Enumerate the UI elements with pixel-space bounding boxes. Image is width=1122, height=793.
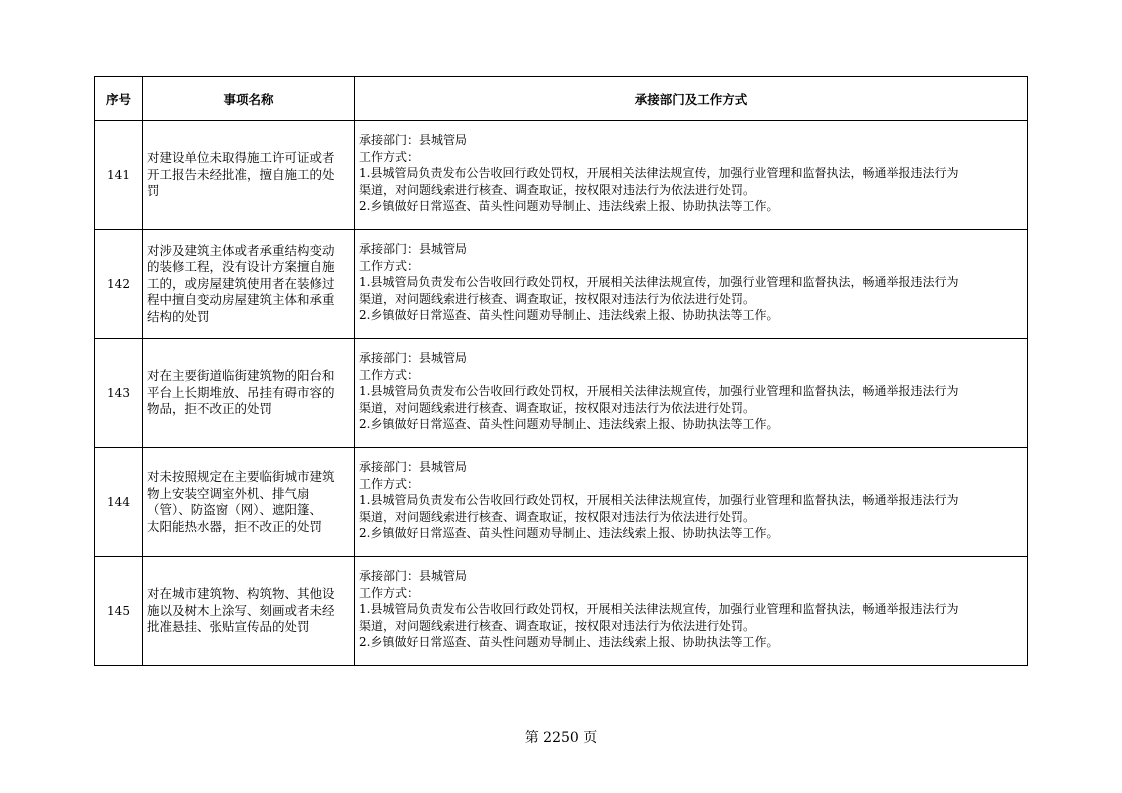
department-method-line: 渠道，对问题线索进行核查、调查取证，按权限对违法行为依法进行处罚。: [359, 182, 756, 197]
item-name-cell: [143, 448, 355, 557]
header-department-method: 承接部门及工作方式: [355, 77, 1028, 121]
department-method-line: 承接部门：县城管局: [359, 133, 468, 147]
department-method-line: 工作方式：: [359, 149, 420, 164]
department-method-cell: [355, 121, 1028, 230]
department-method-line: 承接部门：县城管局: [359, 569, 468, 583]
department-method-line: 承接部门：县城管局: [359, 242, 468, 256]
item-name-line: 对在城市建筑物、构筑物、其他设: [147, 586, 335, 602]
item-name-line: 平台上长期堆放、吊挂有碍市容的: [147, 384, 335, 400]
department-method-cell: [355, 448, 1028, 557]
item-name-line: 罚: [147, 183, 160, 199]
item-name-cell: [143, 121, 355, 230]
department-method-cell: [355, 230, 1028, 339]
item-name-line: 结构的处罚: [147, 308, 210, 324]
department-method-line: 1.县城管局负责发布公告收回行政处罚权，开展相关法律法规宣传，加强行业管理和监督执法，畅通举报违法行为: [359, 166, 959, 180]
item-name-line: 的装修工程，没有设计方案擅自施: [147, 259, 335, 275]
department-method-line: 2.乡镇做好日常巡查、苗头性问题劝导制止、违法线索上报、协助执法等工作。: [359, 199, 779, 213]
item-name-cell: [143, 557, 355, 666]
department-method-cell: [355, 557, 1028, 666]
item-name-line: 工的，或房屋建筑使用者在装修过: [147, 275, 335, 291]
department-method-cell: [355, 339, 1028, 448]
row-number: 145: [95, 557, 143, 666]
item-name-line: 程中擅自变动房屋建筑主体和承重: [147, 292, 335, 308]
table-header-row: [95, 77, 1028, 121]
header-item-name: 事项名称: [143, 77, 355, 121]
department-method-line: 2.乡镇做好日常巡查、苗头性问题劝导制止、违法线索上报、协助执法等工作。: [359, 417, 779, 431]
item-name-line: 对建设单位未取得施工许可证或者: [147, 150, 335, 166]
row-number: 143: [95, 339, 143, 448]
department-method-line: 1.县城管局负责发布公告收回行政处罚权，开展相关法律法规宣传，加强行业管理和监督执法，畅通举报违法行为: [359, 493, 959, 507]
item-name-line: 开工报告未经批准，擅自施工的处: [147, 166, 335, 182]
item-name-line: 物上安装空调室外机、排气扇: [147, 485, 310, 501]
department-method-line: 工作方式：: [359, 585, 420, 600]
department-method-line: 渠道，对问题线索进行核查、调查取证，按权限对违法行为依法进行处罚。: [359, 618, 756, 633]
table-body: [95, 121, 1028, 666]
department-method-line: 2.乡镇做好日常巡查、苗头性问题劝导制止、违法线索上报、协助执法等工作。: [359, 526, 779, 540]
item-name-line: 对未按照规定在主要临街城市建筑: [147, 469, 335, 484]
department-method-line: 1.县城管局负责发布公告收回行政处罚权，开展相关法律法规宣传，加强行业管理和监督执法，畅通举报违法行为: [359, 384, 959, 398]
item-name-line: 太阳能热水器，拒不改正的处罚: [147, 518, 323, 534]
table-row: [95, 557, 1028, 666]
item-name-cell: [143, 339, 355, 448]
department-method-line: 1.县城管局负责发布公告收回行政处罚权，开展相关法律法规宣传，加强行业管理和监督执法，畅通举报违法行为: [359, 602, 959, 616]
department-method-line: 承接部门：县城管局: [359, 351, 468, 365]
department-method-line: 渠道，对问题线索进行核查、调查取证，按权限对违法行为依法进行处罚。: [359, 509, 756, 524]
department-method-line: 工作方式：: [359, 476, 420, 491]
item-name-line: 对在主要街道临街建筑物的阳台和: [147, 368, 335, 384]
department-method-line: 2.乡镇做好日常巡查、苗头性问题劝导制止、违法线索上报、协助执法等工作。: [359, 308, 779, 322]
department-method-line: 工作方式：: [359, 258, 420, 273]
row-number: 142: [95, 230, 143, 339]
table-row: [95, 339, 1028, 448]
department-method-line: 渠道，对问题线索进行核查、调查取证，按权限对违法行为依法进行处罚。: [359, 291, 756, 306]
item-name-cell: [143, 230, 355, 339]
department-method-line: 承接部门：县城管局: [359, 460, 468, 474]
department-method-line: 工作方式：: [359, 367, 420, 382]
header-number: 序号: [95, 77, 143, 121]
row-number: 144: [95, 448, 143, 557]
item-name-line: 批准悬挂、张贴宣传品的处罚: [147, 619, 310, 635]
row-number: 141: [95, 121, 143, 230]
item-name-line: 物品，拒不改正的处罚: [147, 401, 273, 417]
page-number: 第 2250 页: [524, 730, 598, 746]
table-row: [95, 448, 1028, 557]
department-method-line: 渠道，对问题线索进行核查、调查取证，按权限对违法行为依法进行处罚。: [359, 400, 756, 415]
item-name-line: 施以及树木上涂写、刻画或者未经: [147, 602, 335, 618]
table-row: [95, 121, 1028, 230]
item-name-line: 对涉及建筑主体或者承重结构变动: [147, 242, 335, 258]
table-row: [95, 230, 1028, 339]
item-name-line: （管）、防盗窗（网）、遮阳篷、: [147, 502, 323, 517]
department-method-line: 2.乡镇做好日常巡查、苗头性问题劝导制止、违法线索上报、协助执法等工作。: [359, 635, 779, 649]
department-method-line: 1.县城管局负责发布公告收回行政处罚权，开展相关法律法规宣传，加强行业管理和监督执法，畅通举报违法行为: [359, 275, 959, 289]
items-table: [94, 76, 1028, 666]
